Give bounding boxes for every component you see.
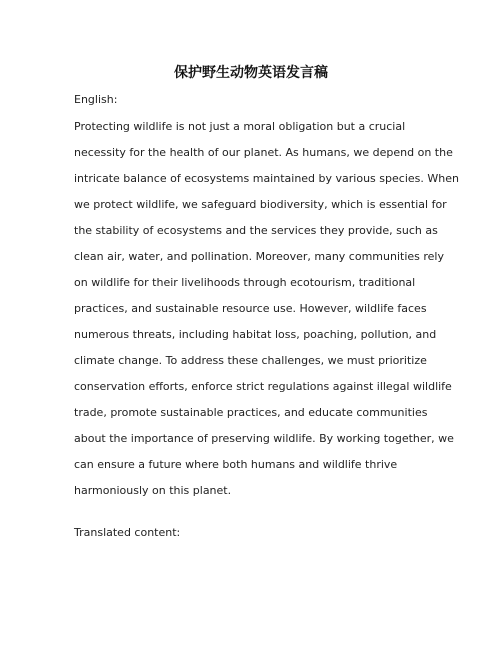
- body-line: climate change. To address these challenges, we must prioritize: [74, 354, 427, 367]
- english-section-label: English:: [74, 93, 118, 106]
- body-line: the stability of ecosystems and the services they provide, such as: [74, 224, 438, 237]
- body-line: clean air, water, and pollination. Moreover, many communities rely: [74, 250, 444, 263]
- body-line: Protecting wildlife is not just a moral obligation but a crucial: [74, 120, 406, 133]
- document-title: 保护野生动物英语发言稿: [174, 65, 328, 81]
- body-line: conservation efforts, enforce strict regulations against illegal wildlife: [74, 380, 452, 393]
- translated-section-label: Translated content:: [74, 526, 181, 539]
- body-line: practices, and sustainable resource use. However, wildlife faces: [74, 302, 427, 315]
- body-line: necessity for the health of our planet. As humans, we depend on the: [74, 146, 453, 159]
- body-line: on wildlife for their livelihoods through ecotourism, traditional: [74, 276, 416, 289]
- body-line: harmoniously on this planet.: [74, 484, 232, 497]
- body-line: can ensure a future where both humans and wildlife thrive: [74, 458, 398, 471]
- body-line: trade, promote sustainable practices, and educate communities: [74, 406, 428, 419]
- body-line: about the importance of preserving wildlife. By working together, we: [74, 432, 454, 445]
- body-line: intricate balance of ecosystems maintained by various species. When: [74, 172, 459, 185]
- english-body-paragraph: [74, 114, 459, 504]
- body-line: we protect wildlife, we safeguard biodiversity, which is essential for: [74, 198, 447, 211]
- body-line: numerous threats, including habitat loss, poaching, pollution, and: [74, 328, 437, 341]
